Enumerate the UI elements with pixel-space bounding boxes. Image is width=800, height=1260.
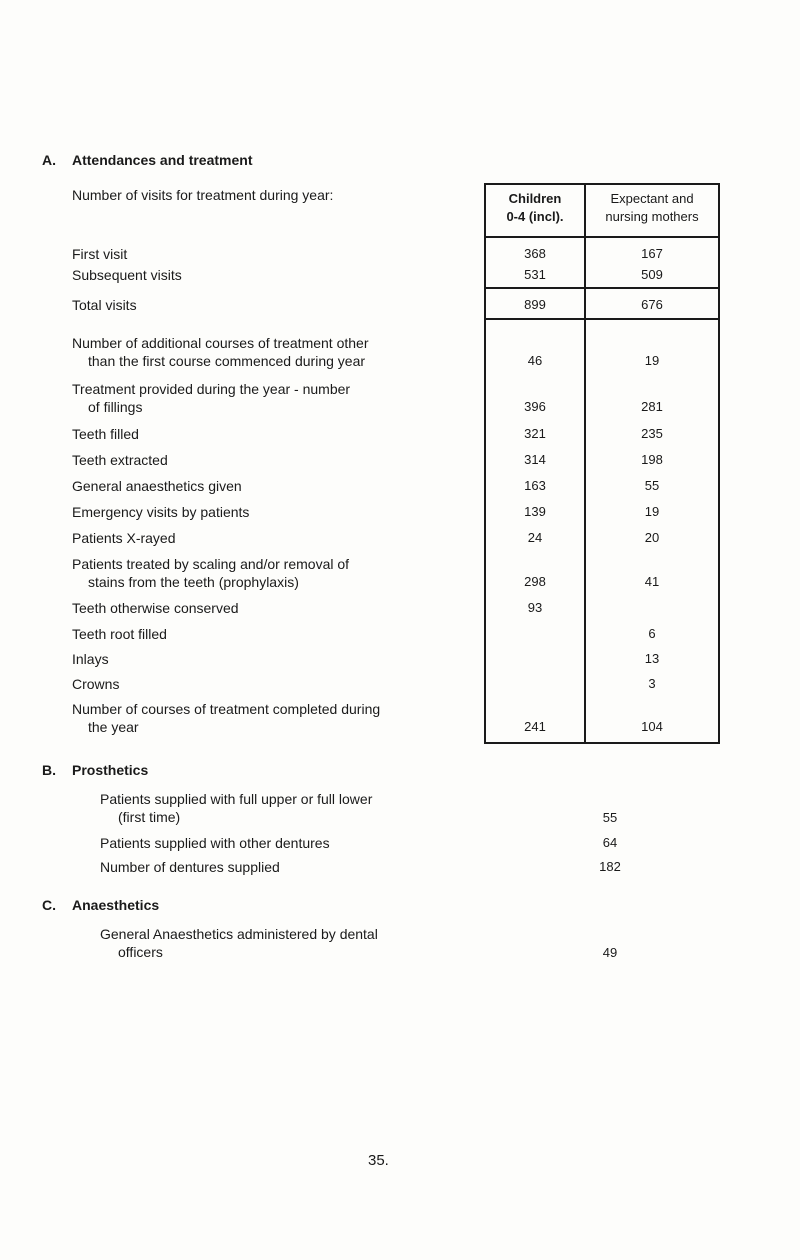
section-a-title: Attendances and treatment bbox=[72, 152, 253, 168]
row-value: 182 bbox=[599, 859, 621, 874]
row-label: Inlays bbox=[72, 651, 109, 667]
row-label: stains from the teeth (prophylaxis) bbox=[88, 574, 299, 590]
row-value-mothers: 167 bbox=[641, 246, 663, 261]
row-label: of fillings bbox=[88, 399, 143, 415]
row-value-mothers: 19 bbox=[644, 353, 660, 368]
page-number: 35. bbox=[368, 1152, 389, 1169]
row-label: than the first course commenced during year bbox=[88, 353, 366, 369]
row-value-mothers: 3 bbox=[648, 676, 656, 691]
row-value-mothers: 676 bbox=[641, 297, 663, 312]
row-value-mothers: 509 bbox=[641, 267, 663, 282]
row-value-children: 368 bbox=[524, 246, 546, 261]
col-children-header: Children 0-4 (incl). bbox=[506, 191, 564, 224]
row-value-mothers: 41 bbox=[644, 574, 660, 589]
section-c-title: Anaesthetics bbox=[72, 897, 160, 913]
row-label: (first time) bbox=[118, 809, 181, 825]
row-value-mothers: 55 bbox=[644, 478, 660, 493]
row-label: Teeth otherwise conserved bbox=[72, 600, 239, 616]
section-a-intro: Number of visits for treatment during year: bbox=[72, 187, 334, 203]
row-value-mothers: 19 bbox=[644, 504, 660, 519]
row-value-children: 241 bbox=[524, 719, 546, 734]
row-value-mothers: 235 bbox=[641, 426, 663, 441]
row-value: 49 bbox=[602, 945, 618, 960]
row-label: General Anaesthetics administered by dental bbox=[100, 926, 378, 942]
row-label: First visit bbox=[72, 246, 128, 262]
col-mothers-header: Expectant and nursing mothers bbox=[605, 191, 699, 224]
row-label: Crowns bbox=[72, 676, 120, 692]
row-value-children: 396 bbox=[524, 399, 546, 414]
row-value-mothers: 13 bbox=[644, 651, 660, 666]
row-label: the year bbox=[88, 719, 139, 735]
row-label: Number of dentures supplied bbox=[100, 859, 280, 875]
row-value-children: 24 bbox=[527, 530, 543, 545]
row-value-mothers: 20 bbox=[644, 530, 660, 545]
section-c-letter: C. bbox=[42, 897, 56, 913]
section-b-title: Prosthetics bbox=[72, 762, 149, 778]
row-value-mothers: 104 bbox=[641, 719, 663, 734]
row-label: General anaesthetics given bbox=[72, 478, 242, 494]
row-label: Teeth root filled bbox=[72, 626, 167, 642]
row-value-children: 46 bbox=[527, 353, 543, 368]
row-label: Treatment provided during the year - number bbox=[72, 381, 351, 397]
row-value-children: 298 bbox=[524, 574, 546, 589]
row-value: 55 bbox=[602, 810, 618, 825]
row-label: Number of additional courses of treatment other bbox=[72, 335, 369, 351]
row-value-children: 314 bbox=[524, 452, 546, 467]
section-a-letter: A. bbox=[42, 152, 56, 168]
row-label: Patients X-rayed bbox=[72, 530, 176, 546]
row-label: Teeth extracted bbox=[72, 452, 168, 468]
row-label: Emergency visits by patients bbox=[72, 504, 250, 520]
row-value-mothers: 6 bbox=[648, 626, 656, 641]
row-value-children: 321 bbox=[524, 426, 546, 441]
row-value: 64 bbox=[602, 835, 618, 850]
row-label: Patients treated by scaling and/or removal of bbox=[72, 556, 350, 572]
row-value-children: 93 bbox=[527, 600, 543, 615]
row-value-children: 139 bbox=[524, 504, 546, 519]
row-label: Total visits bbox=[72, 297, 137, 313]
row-value-children: 531 bbox=[524, 267, 546, 282]
row-label: Subsequent visits bbox=[72, 267, 182, 283]
row-value-children: 899 bbox=[524, 297, 546, 312]
row-value-children: 163 bbox=[524, 478, 546, 493]
row-value-mothers: 198 bbox=[641, 452, 663, 467]
section-b-letter: B. bbox=[42, 762, 56, 778]
row-label: Number of courses of treatment completed during bbox=[72, 701, 381, 717]
row-value-mothers: 281 bbox=[641, 399, 663, 414]
row-label: Patients supplied with other dentures bbox=[100, 835, 330, 851]
row-label: officers bbox=[118, 944, 163, 960]
row-label: Patients supplied with full upper or full lower bbox=[100, 791, 373, 807]
row-label: Teeth filled bbox=[72, 426, 139, 442]
